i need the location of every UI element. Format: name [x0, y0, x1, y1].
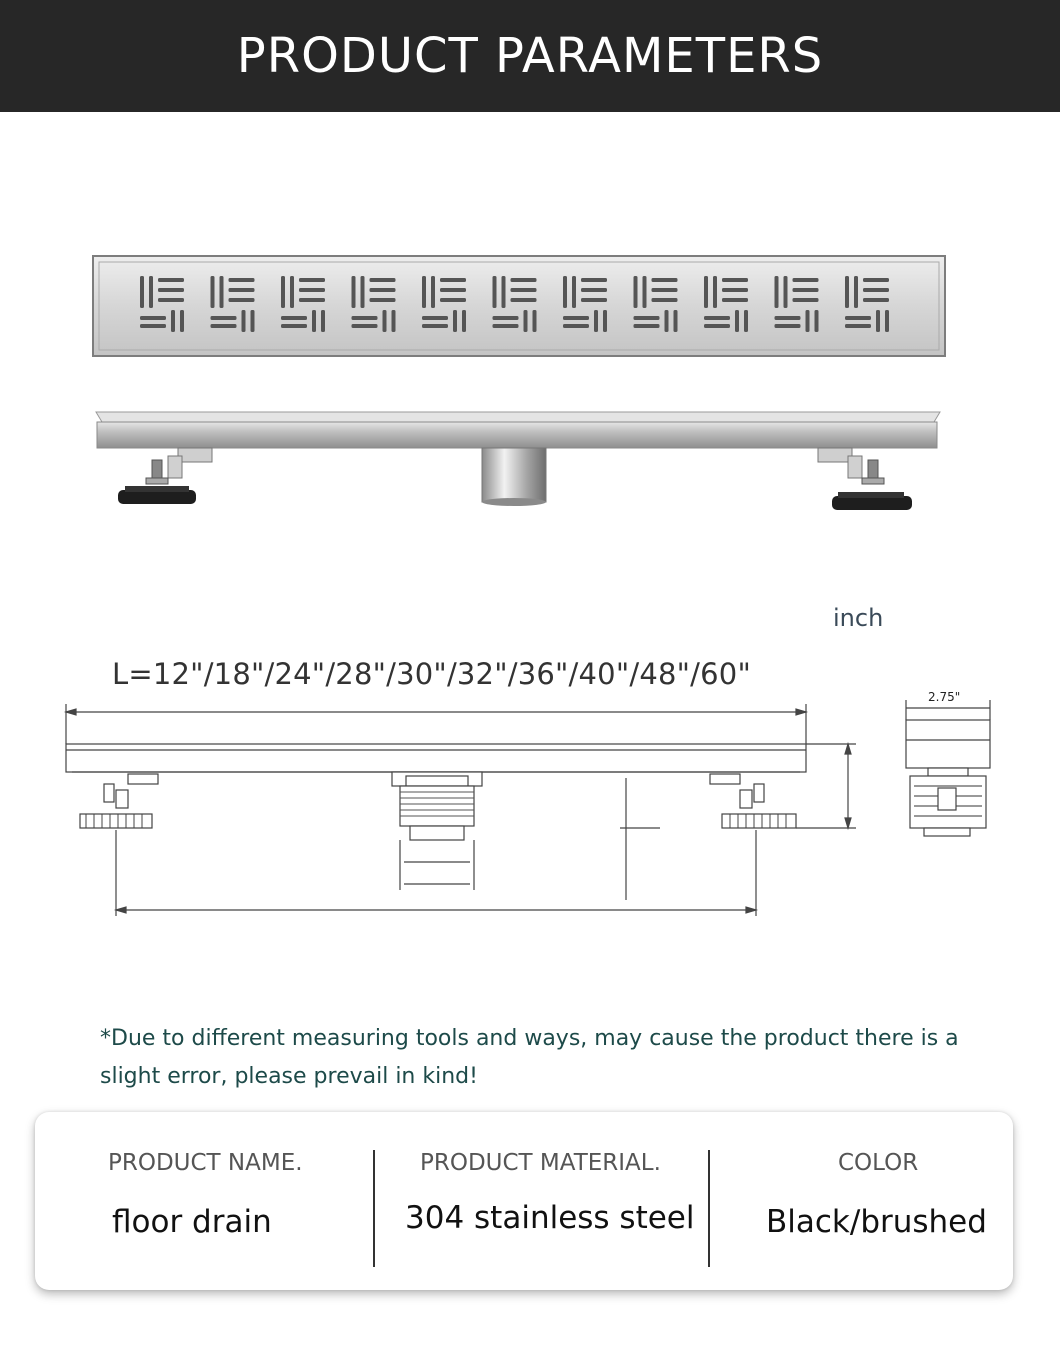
width-dimension-label: 2.75" — [928, 690, 961, 704]
product-name-label: PRODUCT NAME. — [108, 1150, 303, 1176]
product-parameters-card — [35, 1112, 1013, 1290]
color-label: COLOR — [838, 1150, 919, 1176]
product-material-label: PRODUCT MATERIAL. — [420, 1150, 661, 1176]
drain-top-view — [93, 256, 945, 356]
product-material-value: 304 stainless steel — [405, 1200, 695, 1236]
page-title: PRODUCT PARAMETERS — [236, 28, 824, 84]
drain-side-view — [96, 412, 940, 510]
column-divider — [708, 1150, 710, 1267]
measurement-disclaimer: *Due to different measuring tools and ways, may cause the product there is a slight error, please prevail in kind! — [100, 1026, 959, 1089]
color-value: Black/brushed — [766, 1204, 987, 1240]
unit-label: inch — [833, 604, 884, 632]
dimension-drawing-end — [906, 700, 990, 836]
product-name-value: floor drain — [112, 1204, 272, 1240]
column-divider — [373, 1150, 375, 1267]
dimension-drawing-front — [66, 704, 856, 916]
length-options-label: L=12"/18"/24"/28"/30"/32"/36"/40"/48"/60" — [112, 657, 751, 691]
